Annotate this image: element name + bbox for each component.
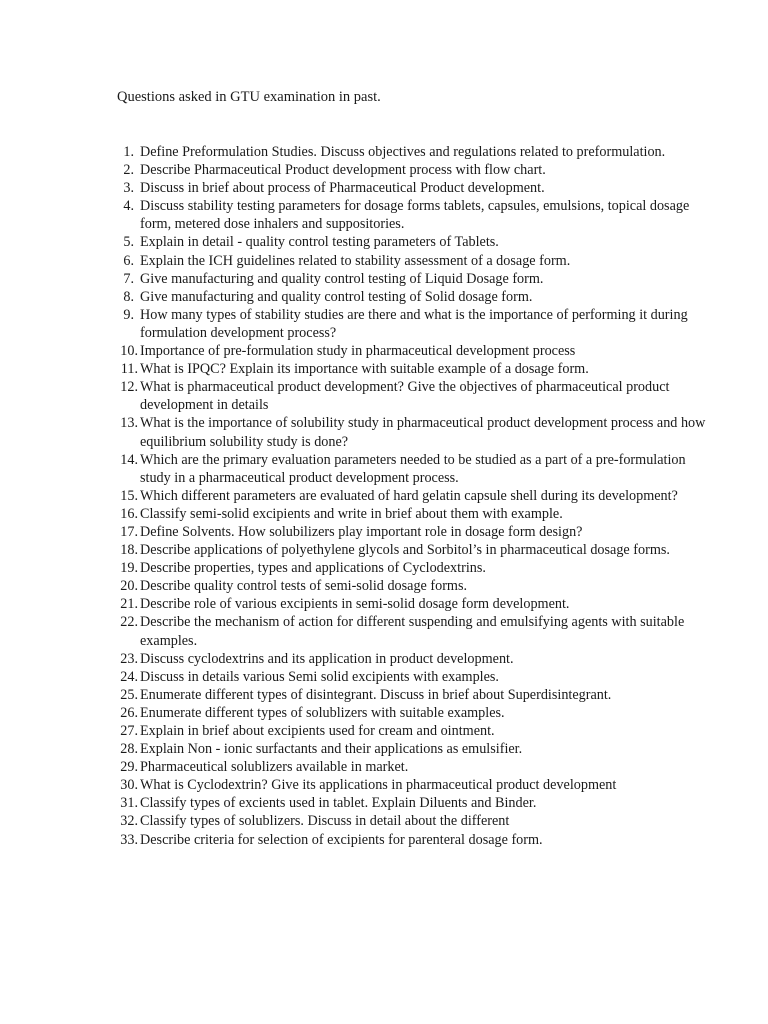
question-number: 32. bbox=[120, 813, 138, 830]
question-number: 28. bbox=[120, 741, 138, 758]
question-item bbox=[112, 288, 712, 306]
question-number: 19. bbox=[120, 560, 138, 577]
question-number: 15. bbox=[120, 487, 138, 504]
question-item bbox=[112, 270, 712, 288]
question-number: 4. bbox=[123, 198, 134, 215]
question-number: 29. bbox=[120, 759, 138, 776]
question-number: 13. bbox=[120, 415, 138, 432]
question-text: What is pharmaceutical product development? Give the objectives of pharmaceutical product development in details bbox=[140, 379, 670, 414]
question-item bbox=[112, 776, 712, 794]
question-number: 14. bbox=[120, 451, 138, 468]
question-item bbox=[112, 613, 712, 649]
question-number: 22. bbox=[120, 614, 138, 631]
question-item bbox=[112, 577, 712, 595]
question-text: Classify types of excients used in tablet. Explain Diluents and Binder. bbox=[140, 795, 537, 812]
question-text: Give manufacturing and quality control testing of Solid dosage form. bbox=[140, 288, 533, 305]
question-text: Explain in brief about excipients used for cream and ointment. bbox=[140, 723, 495, 739]
question-item bbox=[112, 360, 712, 378]
question-text: How many types of stability studies are there and what is the importance of performing it during formulation development process? bbox=[140, 306, 688, 341]
question-number: 10. bbox=[120, 343, 138, 360]
question-number: 9. bbox=[123, 306, 134, 323]
question-list bbox=[112, 143, 712, 849]
question-number: 20. bbox=[120, 578, 138, 595]
question-item bbox=[112, 559, 712, 577]
question-number: 27. bbox=[120, 723, 138, 739]
question-item bbox=[112, 252, 712, 270]
question-item bbox=[112, 505, 712, 523]
question-item bbox=[112, 704, 712, 722]
question-text: Discuss in brief about process of Pharmaceutical Product development. bbox=[140, 180, 545, 197]
question-text: Explain the ICH guidelines related to stability assessment of a dosage form. bbox=[140, 252, 571, 269]
question-number: 30. bbox=[120, 777, 138, 794]
question-text: Which different parameters are evaluated of hard gelatin capsule shell during its development? bbox=[140, 487, 678, 504]
question-text: Describe applications of polyethylene glycols and Sorbitol’s in pharmaceutical dosage forms. bbox=[140, 542, 670, 559]
question-text: What is IPQC? Explain its importance with suitable example of a dosage form. bbox=[140, 361, 589, 378]
question-number: 17. bbox=[120, 523, 138, 540]
question-number: 3. bbox=[123, 180, 134, 197]
question-text: Describe Pharmaceutical Product development process with flow chart. bbox=[140, 162, 546, 179]
question-text: Classify types of solublizers. Discuss in detail about the different bbox=[140, 813, 510, 830]
question-number: 25. bbox=[120, 686, 138, 703]
question-item bbox=[112, 794, 712, 812]
question-number: 18. bbox=[120, 542, 138, 559]
question-text: Describe role of various excipients in semi-solid dosage form development. bbox=[140, 596, 570, 613]
question-number: 26. bbox=[120, 704, 138, 721]
page-heading: Questions asked in GTU examination in past. bbox=[117, 89, 381, 105]
question-item bbox=[112, 487, 712, 505]
question-text: Classify semi-solid excipients and write in brief about them with example. bbox=[140, 505, 563, 522]
question-item bbox=[112, 831, 712, 849]
question-text: Define Preformulation Studies. Discuss objectives and regulations related to preformulation. bbox=[140, 144, 666, 160]
question-text: What is the importance of solubility study in pharmaceutical product development process and how equilibrium solubility study is done? bbox=[140, 415, 706, 450]
question-item bbox=[112, 722, 712, 740]
question-number: 12. bbox=[120, 379, 138, 396]
question-text: Which are the primary evaluation parameters needed to be studied as a part of a pre-formulation study in a pharmaceutical product development process. bbox=[140, 451, 686, 486]
question-item bbox=[112, 595, 712, 613]
question-text: Discuss in details various Semi solid excipients with examples. bbox=[140, 668, 499, 685]
question-number: 24. bbox=[120, 668, 138, 685]
question-text: Describe quality control tests of semi-solid dosage forms. bbox=[140, 578, 468, 595]
question-text: Pharmaceutical solublizers available in market. bbox=[140, 759, 409, 776]
question-number: 2. bbox=[123, 162, 134, 179]
question-item bbox=[112, 812, 712, 830]
question-text: Describe the mechanism of action for different suspending and emulsifying agents with suitable examples. bbox=[140, 614, 685, 649]
question-item bbox=[112, 758, 712, 776]
question-text: Define Solvents. How solubilizers play important role in dosage form design? bbox=[140, 523, 583, 540]
question-item bbox=[112, 143, 712, 161]
question-number: 8. bbox=[123, 288, 134, 305]
question-number: 5. bbox=[123, 234, 134, 251]
question-text: Give manufacturing and quality control testing of Liquid Dosage form. bbox=[140, 270, 544, 287]
question-text: Importance of pre-formulation study in pharmaceutical development process bbox=[140, 343, 576, 360]
question-item bbox=[112, 179, 712, 197]
question-text: Describe properties, types and applications of Cyclodextrins. bbox=[140, 560, 486, 577]
question-item bbox=[112, 541, 712, 559]
question-item bbox=[112, 668, 712, 686]
question-item bbox=[112, 523, 712, 541]
question-text: Describe criteria for selection of excipients for parenteral dosage form. bbox=[140, 831, 543, 848]
question-item bbox=[112, 233, 712, 251]
question-text: Discuss cyclodextrins and its application in product development. bbox=[140, 650, 514, 667]
question-text: Explain Non - ionic surfactants and their applications as emulsifier. bbox=[140, 741, 523, 758]
question-item bbox=[112, 378, 712, 414]
question-item bbox=[112, 686, 712, 704]
question-number: 11. bbox=[120, 361, 138, 378]
question-number: 21. bbox=[120, 596, 138, 613]
question-text: What is Cyclodextrin? Give its applications in pharmaceutical product development bbox=[140, 777, 617, 794]
question-item bbox=[112, 161, 712, 179]
question-number: 31. bbox=[120, 795, 138, 812]
question-text: Enumerate different types of disintegrant. Discuss in brief about Superdisintegrant. bbox=[140, 686, 612, 703]
question-text: Discuss stability testing parameters for dosage forms tablets, capsules, emulsions, topical dosage form, metered dose inhalers and suppositories. bbox=[140, 198, 690, 233]
question-item bbox=[112, 414, 712, 450]
question-text: Enumerate different types of solublizers with suitable examples. bbox=[140, 704, 505, 721]
question-number: 33. bbox=[120, 831, 138, 848]
question-item bbox=[112, 306, 712, 342]
question-text: Explain in detail - quality control testing parameters of Tablets. bbox=[140, 234, 499, 251]
question-item bbox=[112, 197, 712, 233]
question-number: 6. bbox=[123, 252, 134, 269]
question-number: 16. bbox=[120, 505, 138, 522]
question-number: 7. bbox=[123, 270, 134, 287]
question-item bbox=[112, 740, 712, 758]
question-number: 1. bbox=[123, 144, 134, 160]
question-item bbox=[112, 650, 712, 668]
question-number: 23. bbox=[120, 650, 138, 667]
question-item bbox=[112, 451, 712, 487]
question-item bbox=[112, 342, 712, 360]
